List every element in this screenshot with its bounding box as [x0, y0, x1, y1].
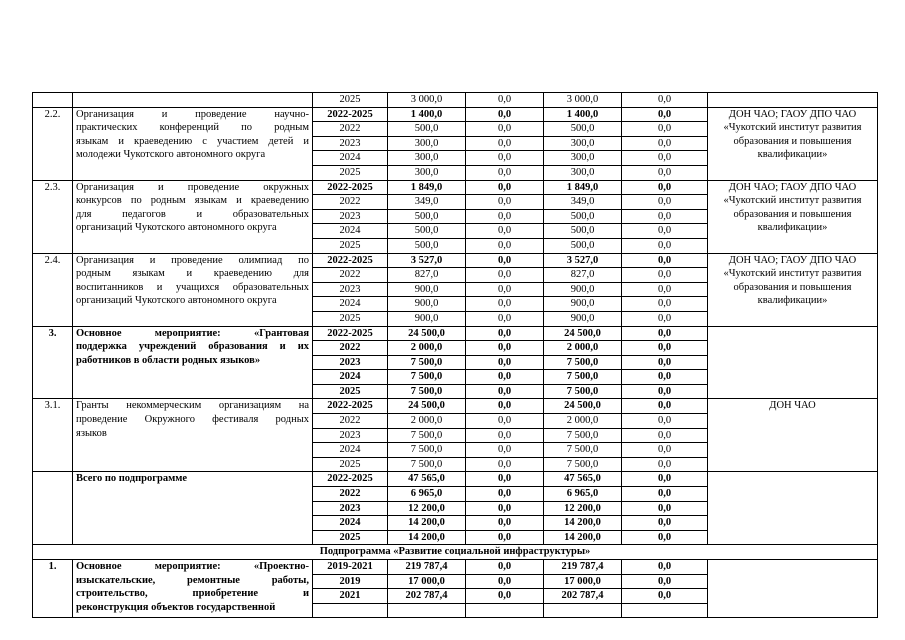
- period-cell: 2023: [313, 501, 388, 516]
- federal-cell: 0,0: [466, 238, 544, 253]
- total-cell: 24 500,0: [388, 326, 466, 341]
- other-cell: 0,0: [622, 428, 708, 443]
- federal-cell: 0,0: [466, 472, 544, 487]
- regional-cell: 202 787,4: [544, 589, 622, 604]
- regional-cell: 500,0: [544, 122, 622, 137]
- regional-cell: 7 500,0: [544, 457, 622, 472]
- section-row: [33, 545, 878, 560]
- other-cell: 0,0: [622, 282, 708, 297]
- federal-cell: 0,0: [466, 414, 544, 429]
- period-cell: 2021: [313, 589, 388, 604]
- regional-cell: 2 000,0: [544, 341, 622, 356]
- regional-cell: 349,0: [544, 195, 622, 210]
- other-cell: 0,0: [622, 253, 708, 268]
- federal-cell: 0,0: [466, 370, 544, 385]
- period-cell: 2025: [313, 384, 388, 399]
- regional-cell: 300,0: [544, 165, 622, 180]
- total-cell: 349,0: [388, 195, 466, 210]
- responsible-line: «Чукотский институт развития: [723, 268, 862, 280]
- federal-cell: 0,0: [466, 165, 544, 180]
- other-cell: 0,0: [622, 297, 708, 312]
- federal-cell: 0,0: [466, 428, 544, 443]
- event-name: [76, 327, 309, 368]
- total-cell: 7 500,0: [388, 355, 466, 370]
- event-name-line: Организация и проведение олимпиад по: [76, 254, 309, 266]
- responsible-cell: [708, 472, 878, 545]
- total-cell: 1 400,0: [388, 107, 466, 122]
- regional-cell: 17 000,0: [544, 574, 622, 589]
- responsible-line: квалификации»: [757, 149, 828, 161]
- federal-cell: 0,0: [466, 180, 544, 195]
- event-name-line: изыскательские, ремонтные работы,: [76, 574, 309, 586]
- period-cell: 2022-2025: [313, 399, 388, 414]
- index-cell: 1.: [33, 560, 73, 618]
- period-cell: 2022: [313, 195, 388, 210]
- regional-cell: 900,0: [544, 311, 622, 326]
- federal-cell: [466, 603, 544, 618]
- period-cell: 2023: [313, 209, 388, 224]
- other-cell: 0,0: [622, 151, 708, 166]
- regional-cell: 24 500,0: [544, 326, 622, 341]
- federal-cell: 0,0: [466, 341, 544, 356]
- regional-cell: 7 500,0: [544, 355, 622, 370]
- other-cell: 0,0: [622, 516, 708, 531]
- event-name: [76, 108, 309, 162]
- event-name: [76, 560, 309, 614]
- federal-cell: 0,0: [466, 122, 544, 137]
- table-row: [33, 253, 878, 268]
- event-name-cell: [73, 93, 313, 108]
- index-cell: [33, 472, 73, 545]
- total-cell: 500,0: [388, 122, 466, 137]
- other-cell: 0,0: [622, 341, 708, 356]
- responsible-line: ДОН ЧАО; ГАОУ ДПО ЧАО: [728, 181, 857, 193]
- period-cell: 2022-2025: [313, 180, 388, 195]
- period-cell: 2025: [313, 530, 388, 545]
- event-name-line: поддержка учреждений образования и их: [76, 341, 309, 353]
- federal-cell: 0,0: [466, 107, 544, 122]
- event-name-cell: [73, 399, 313, 472]
- responsible-line: квалификации»: [757, 295, 828, 307]
- total-cell: 900,0: [388, 297, 466, 312]
- federal-cell: 0,0: [466, 589, 544, 604]
- other-cell: 0,0: [622, 136, 708, 151]
- event-name-line: конкурсов по родным языкам и краеведению: [76, 195, 309, 207]
- event-name-line: языков: [76, 427, 107, 439]
- other-cell: 0,0: [622, 501, 708, 516]
- table-row: [33, 93, 878, 108]
- total-cell: 900,0: [388, 282, 466, 297]
- index-cell: 3.: [33, 326, 73, 399]
- event-name-line: практических конференций по родным: [76, 122, 309, 134]
- table-row: [33, 472, 878, 487]
- regional-cell: 24 500,0: [544, 399, 622, 414]
- responsible-line: «Чукотский институт развития: [723, 195, 862, 207]
- other-cell: 0,0: [622, 165, 708, 180]
- regional-cell: [544, 603, 622, 618]
- total-cell: 6 965,0: [388, 487, 466, 502]
- federal-cell: 0,0: [466, 224, 544, 239]
- event-name-cell: [73, 326, 313, 399]
- period-cell: 2023: [313, 136, 388, 151]
- period-cell: 2019: [313, 574, 388, 589]
- table-row: [33, 107, 878, 122]
- event-name-cell: [73, 253, 313, 326]
- responsible-line: образования и повышения: [733, 281, 852, 293]
- total-cell: 7 500,0: [388, 443, 466, 458]
- regional-cell: 1 400,0: [544, 107, 622, 122]
- event-name-line: для педагогов и образовательных: [76, 208, 309, 220]
- responsible-cell: ДОН ЧАО: [708, 399, 878, 472]
- index-cell: 2.3.: [33, 180, 73, 253]
- event-name-line: организаций Чукотского автономного округа: [76, 222, 277, 234]
- federal-cell: 0,0: [466, 530, 544, 545]
- period-cell: [313, 603, 388, 618]
- total-cell: 7 500,0: [388, 457, 466, 472]
- other-cell: 0,0: [622, 530, 708, 545]
- other-cell: 0,0: [622, 472, 708, 487]
- total-cell: 300,0: [388, 151, 466, 166]
- federal-cell: 0,0: [466, 574, 544, 589]
- regional-cell: 3 527,0: [544, 253, 622, 268]
- other-cell: 0,0: [622, 560, 708, 575]
- regional-cell: 7 500,0: [544, 370, 622, 385]
- regional-cell: 47 565,0: [544, 472, 622, 487]
- responsible-line: ДОН ЧАО; ГАОУ ДПО ЧАО: [728, 254, 857, 266]
- event-name: [76, 254, 309, 308]
- regional-cell: 12 200,0: [544, 501, 622, 516]
- event-name-line: Основное мероприятие: «Проектно-: [76, 561, 309, 572]
- period-cell: 2025: [313, 311, 388, 326]
- total-cell: 17 000,0: [388, 574, 466, 589]
- index-cell: 3.1.: [33, 399, 73, 472]
- federal-cell: 0,0: [466, 501, 544, 516]
- other-cell: 0,0: [622, 224, 708, 239]
- index-cell: 2.2.: [33, 107, 73, 180]
- regional-cell: 6 965,0: [544, 487, 622, 502]
- other-cell: 0,0: [622, 384, 708, 399]
- regional-cell: 1 849,0: [544, 180, 622, 195]
- event-name-cell: [73, 560, 313, 618]
- period-cell: 2025: [313, 457, 388, 472]
- other-cell: 0,0: [622, 370, 708, 385]
- federal-cell: 0,0: [466, 399, 544, 414]
- event-name-line: Основное мероприятие: «Грантовая: [76, 327, 309, 339]
- period-cell: 2022: [313, 414, 388, 429]
- other-cell: 0,0: [622, 93, 708, 108]
- other-cell: 0,0: [622, 238, 708, 253]
- total-cell: 300,0: [388, 165, 466, 180]
- event-name-line: Организация и проведение окружных: [76, 181, 309, 193]
- regional-cell: 219 787,4: [544, 560, 622, 575]
- table-row: [33, 326, 878, 341]
- total-cell: 500,0: [388, 238, 466, 253]
- regional-cell: 827,0: [544, 268, 622, 283]
- period-cell: 2025: [313, 238, 388, 253]
- period-cell: 2022: [313, 122, 388, 137]
- period-cell: 2024: [313, 443, 388, 458]
- event-name-cell: [73, 472, 313, 545]
- responsible-cell: [708, 180, 878, 253]
- responsible-cell: [708, 253, 878, 326]
- total-cell: 7 500,0: [388, 370, 466, 385]
- federal-cell: 0,0: [466, 253, 544, 268]
- responsible-cell: [708, 107, 878, 180]
- regional-cell: 500,0: [544, 224, 622, 239]
- period-cell: 2022-2025: [313, 253, 388, 268]
- period-cell: 2024: [313, 151, 388, 166]
- period-cell: 2025: [313, 165, 388, 180]
- regional-cell: 14 200,0: [544, 530, 622, 545]
- total-cell: 900,0: [388, 311, 466, 326]
- event-name-line: проведение Окружного фестиваля родных: [76, 414, 309, 426]
- federal-cell: 0,0: [466, 268, 544, 283]
- event-name-line: Всего по подпрограмме: [76, 473, 188, 485]
- regional-cell: 7 500,0: [544, 428, 622, 443]
- event-name: [76, 399, 309, 440]
- period-cell: 2025: [313, 93, 388, 108]
- federal-cell: 0,0: [466, 384, 544, 399]
- other-cell: 0,0: [622, 180, 708, 195]
- period-cell: 2024: [313, 516, 388, 531]
- event-name-line: реконструкция объектов государственной: [76, 601, 276, 613]
- responsible-line: образования и повышения: [733, 208, 852, 220]
- total-cell: 24 500,0: [388, 399, 466, 414]
- total-cell: 2 000,0: [388, 341, 466, 356]
- other-cell: 0,0: [622, 355, 708, 370]
- table-row: [33, 560, 878, 575]
- federal-cell: 0,0: [466, 487, 544, 502]
- regional-cell: 300,0: [544, 136, 622, 151]
- total-cell: 827,0: [388, 268, 466, 283]
- period-cell: 2019-2021: [313, 560, 388, 575]
- total-cell: 1 849,0: [388, 180, 466, 195]
- total-cell: 7 500,0: [388, 428, 466, 443]
- responsible-cell: [708, 93, 878, 108]
- budget-table: [32, 92, 878, 618]
- period-cell: 2022-2025: [313, 107, 388, 122]
- other-cell: 0,0: [622, 443, 708, 458]
- total-cell: 202 787,4: [388, 589, 466, 604]
- federal-cell: 0,0: [466, 282, 544, 297]
- responsible-line: ДОН ЧАО; ГАОУ ДПО ЧАО: [728, 108, 857, 120]
- federal-cell: 0,0: [466, 560, 544, 575]
- event-name-line: Гранты некоммерческим организациям на: [76, 400, 309, 412]
- responsible-line: «Чукотский институт развития: [723, 122, 862, 134]
- event-name-line: воспитанников и учащихся образовательных: [76, 281, 309, 293]
- regional-cell: 300,0: [544, 151, 622, 166]
- event-name: [76, 472, 309, 486]
- responsible-line: квалификации»: [757, 222, 828, 234]
- other-cell: 0,0: [622, 268, 708, 283]
- regional-cell: 500,0: [544, 209, 622, 224]
- regional-cell: 7 500,0: [544, 443, 622, 458]
- event-name-line: организаций Чукотского автономного округа: [76, 295, 277, 307]
- regional-cell: 2 000,0: [544, 414, 622, 429]
- event-name-cell: [73, 107, 313, 180]
- federal-cell: 0,0: [466, 355, 544, 370]
- period-cell: 2022: [313, 268, 388, 283]
- other-cell: 0,0: [622, 107, 708, 122]
- total-cell: [388, 603, 466, 618]
- other-cell: 0,0: [622, 209, 708, 224]
- federal-cell: 0,0: [466, 516, 544, 531]
- federal-cell: 0,0: [466, 209, 544, 224]
- responsible-line: образования и повышения: [733, 135, 852, 147]
- regional-cell: 3 000,0: [544, 93, 622, 108]
- federal-cell: 0,0: [466, 457, 544, 472]
- total-cell: 7 500,0: [388, 384, 466, 399]
- event-name-line: родным языкам и краеведению для: [76, 268, 309, 280]
- regional-cell: 900,0: [544, 297, 622, 312]
- period-cell: 2022-2025: [313, 472, 388, 487]
- period-cell: 2024: [313, 370, 388, 385]
- period-cell: 2022-2025: [313, 326, 388, 341]
- event-name-line: Организация и проведение научно-: [76, 108, 309, 120]
- other-cell: 0,0: [622, 122, 708, 137]
- federal-cell: 0,0: [466, 297, 544, 312]
- total-cell: 14 200,0: [388, 516, 466, 531]
- other-cell: 0,0: [622, 399, 708, 414]
- federal-cell: 0,0: [466, 311, 544, 326]
- other-cell: 0,0: [622, 311, 708, 326]
- period-cell: 2022: [313, 487, 388, 502]
- event-name-line: молодежи Чукотского автономного округа: [76, 149, 266, 161]
- other-cell: 0,0: [622, 414, 708, 429]
- regional-cell: 500,0: [544, 238, 622, 253]
- regional-cell: 14 200,0: [544, 516, 622, 531]
- other-cell: [622, 603, 708, 618]
- event-name-line: языкам и краеведению с участием детей и: [76, 135, 309, 147]
- regional-cell: 900,0: [544, 282, 622, 297]
- other-cell: 0,0: [622, 574, 708, 589]
- event-name-line: строительство, приобретение и: [76, 588, 309, 600]
- table-row: [33, 180, 878, 195]
- event-name-cell: [73, 180, 313, 253]
- period-cell: 2022: [313, 341, 388, 356]
- total-cell: 12 200,0: [388, 501, 466, 516]
- federal-cell: 0,0: [466, 151, 544, 166]
- total-cell: 500,0: [388, 209, 466, 224]
- index-cell: [33, 93, 73, 108]
- total-cell: 2 000,0: [388, 414, 466, 429]
- total-cell: 47 565,0: [388, 472, 466, 487]
- section-title: Подпрограмма «Развитие социальной инфраструктуры»: [33, 545, 878, 560]
- federal-cell: 0,0: [466, 326, 544, 341]
- federal-cell: 0,0: [466, 136, 544, 151]
- regional-cell: 7 500,0: [544, 384, 622, 399]
- period-cell: 2024: [313, 224, 388, 239]
- period-cell: 2023: [313, 282, 388, 297]
- responsible-cell: [708, 560, 878, 618]
- period-cell: 2023: [313, 355, 388, 370]
- responsible-cell: [708, 326, 878, 399]
- other-cell: 0,0: [622, 589, 708, 604]
- federal-cell: 0,0: [466, 93, 544, 108]
- event-name-line: работников в области родных языков»: [76, 354, 261, 366]
- total-cell: 14 200,0: [388, 530, 466, 545]
- total-cell: 500,0: [388, 224, 466, 239]
- other-cell: 0,0: [622, 457, 708, 472]
- period-cell: 2024: [313, 297, 388, 312]
- period-cell: 2023: [313, 428, 388, 443]
- index-cell: 2.4.: [33, 253, 73, 326]
- total-cell: 300,0: [388, 136, 466, 151]
- total-cell: 219 787,4: [388, 560, 466, 575]
- total-cell: 3 527,0: [388, 253, 466, 268]
- total-cell: 3 000,0: [388, 93, 466, 108]
- other-cell: 0,0: [622, 326, 708, 341]
- table-row: [33, 399, 878, 414]
- other-cell: 0,0: [622, 487, 708, 502]
- federal-cell: 0,0: [466, 443, 544, 458]
- event-name: [76, 181, 309, 235]
- other-cell: 0,0: [622, 195, 708, 210]
- table-body: [33, 93, 878, 618]
- federal-cell: 0,0: [466, 195, 544, 210]
